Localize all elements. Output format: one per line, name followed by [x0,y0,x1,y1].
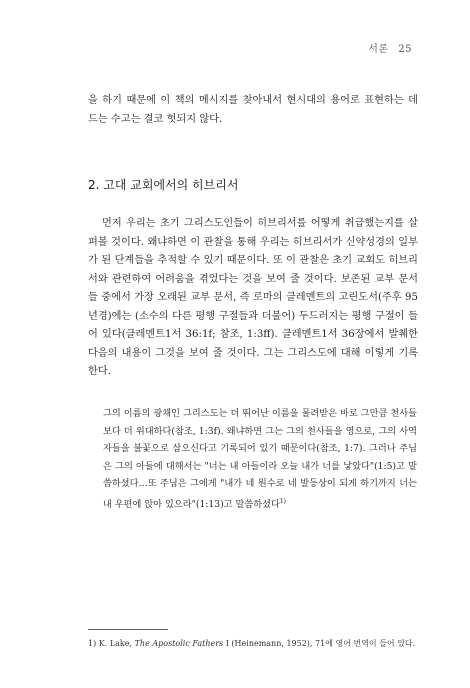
footnote-reference: 1) [279,497,287,505]
section-heading: 2. 고대 교회에서의 히브리서 [88,178,239,192]
main-paragraph: 먼저 우리는 초기 그리스도인들이 히브리서를 어떻게 취급했는지를 살펴볼 것이다. 왜냐하면 이 관찰을 통해 우리는 히브리서가 신약성경의 일부가 된 단계들을 추적할 수 있기 때문이다. 또 이 관찰은 초기 교회도 히브리서와 관련하여 어려움을 겪었다는 것을 보여 줄 것이다. 보존된 교부 문서들 중에서 가장 오래된 교부 문서, 즉 로마의 클레멘트의 고린도서(주후 95년경)에는 (소수의 다른 평행 구절들과 더불어) 두드러지는 평행 구절이 들어 있다(클레멘트1서 36:1f; 참조, 1:3ff). 클레멘트1서 36장에서 발췌한 다음의 내용이 그것을 보여 줄 것이다. 그는 그리스도에 대해 이렇게 기록한다. [88,218,418,377]
footnote-author: K. Lake, [98,639,133,648]
footnote-title: The Apostolic Fathers [134,639,224,648]
block-quote-text: 그의 이름의 광채인 그리스도는 더 뛰어난 이름을 물려받은 바로 그만큼 천사들보다 더 위대하다(참조, 1:3f). 왜냐하면 그는 그의 천사들을 영으로, 그의 사역자들을 불꽃으로 삼으신다고 기록되어 있기 때문이다(참조, 1:7). 그러나 주님은 그의 아들에 대해서는 "너는 내 아들이라 오늘 내가 너를 낳았다"(1:5)고 말씀하셨다…또 주님은 그에게 "내가 네 원수로 네 발등상이 되게 하기까지 너는 내 우편에 앉아 있으라"(1:13)고 말씀하셨다 [103,408,417,510]
footnote-marker: 1) [88,639,97,648]
footnote-divider [88,629,168,630]
continuation-paragraph: 을 하기 때문에 이 책의 메시지를 찾아내서 현시대의 용어로 표현하는 데 드는 수고는 결코 헛되지 않다. [88,95,418,125]
block-quote [103,405,417,513]
page-number: 25 [398,44,412,55]
footnote [88,638,428,650]
running-head-section: 서론 [368,44,389,55]
running-head [362,40,412,55]
footnote-rest: I (Heinemann, 1952), 71에 영어 번역이 들어 있다. [225,639,416,648]
